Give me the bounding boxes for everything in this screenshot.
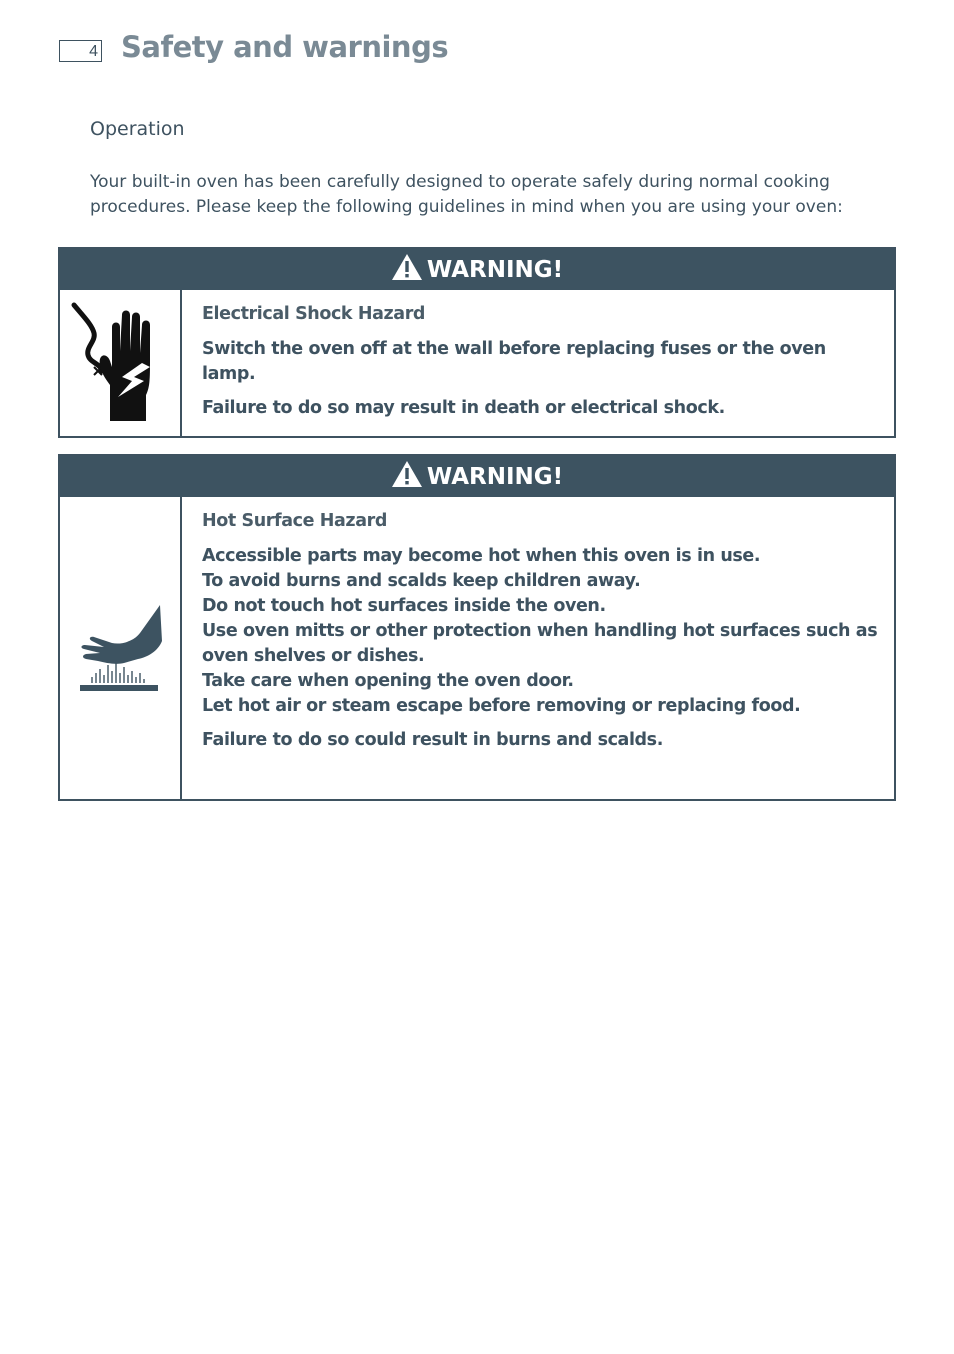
intro-paragraph: Your built-in oven has been carefully designed to operate safely during normal cooking procedures. Please keep the following guidelines in mind when you are using your oven: (90, 172, 843, 217)
hazard-instruction: Use oven mitts or other protection when handling hot surfaces such as oven shelves or dishes. (202, 621, 878, 666)
hazard-consequence: Failure to do so could result in burns and scalds. (202, 730, 663, 750)
hazard-instruction: Switch the oven off at the wall before replacing fuses or the oven lamp. (202, 339, 826, 384)
warning-box-hot-surface (58, 454, 896, 801)
warning-box-electrical (58, 247, 896, 438)
warning-triangle-icon (391, 253, 423, 287)
warning-label: WARNING! (426, 256, 564, 283)
hot-surface-hand-icon (60, 497, 182, 799)
hazard-instruction: To avoid burns and scalds keep children away. (202, 571, 641, 591)
warning-header (60, 456, 894, 497)
hazard-title: Electrical Shock Hazard (202, 304, 426, 324)
hazard-title: Hot Surface Hazard (202, 511, 387, 531)
electric-shock-hand-icon (60, 290, 182, 436)
warning-header (60, 249, 894, 290)
hazard-consequence: Failure to do so may result in death or electrical shock. (202, 398, 725, 418)
page-title: Safety and warnings (121, 30, 449, 64)
hazard-instruction: Do not touch hot surfaces inside the oven. (202, 596, 606, 616)
hazard-instruction: Let hot air or steam escape before removing or replacing food. (202, 696, 801, 716)
page-number: 4 (59, 40, 102, 62)
hazard-instruction: Take care when opening the oven door. (202, 671, 574, 691)
hazard-instruction: Accessible parts may become hot when this oven is in use. (202, 546, 761, 566)
warning-label: WARNING! (426, 463, 564, 490)
section-heading: Operation (90, 118, 185, 140)
warning-triangle-icon (391, 460, 423, 494)
